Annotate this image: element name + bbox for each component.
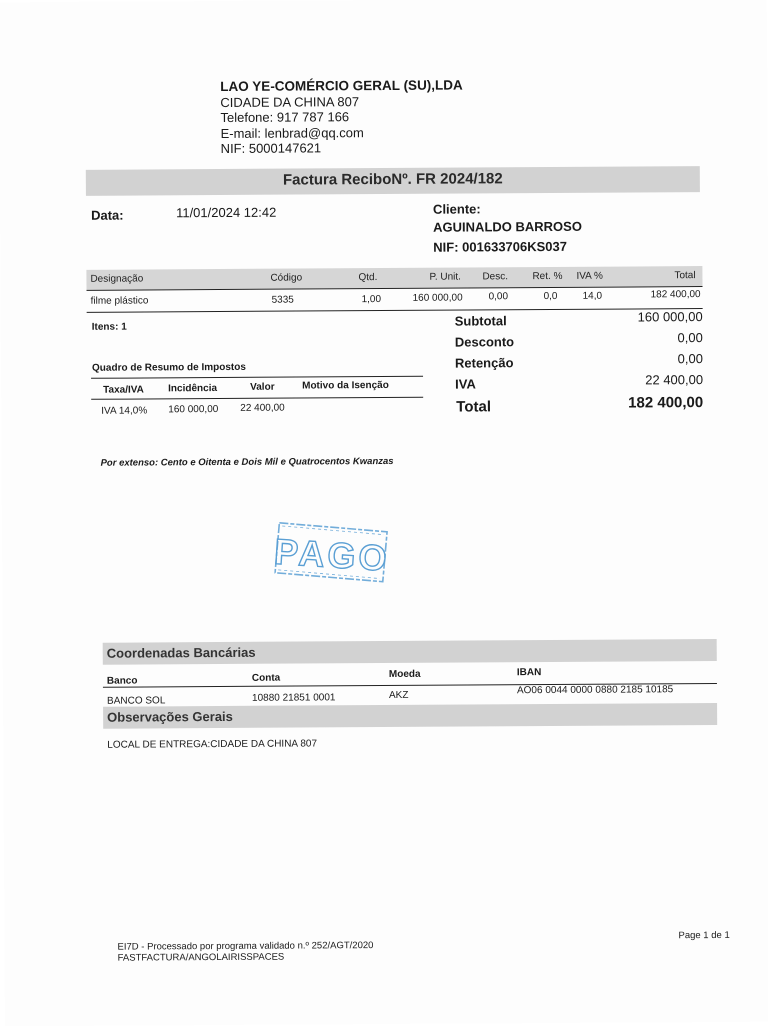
bank-col-iban: IBAN	[516, 667, 542, 679]
tax-col-valor: Valor	[250, 381, 275, 393]
retencao-label: Retenção	[454, 355, 514, 371]
bank-section-bar	[103, 639, 717, 665]
tax-col-motivo: Motivo da Isenção	[302, 379, 389, 392]
client-label: Cliente:	[432, 201, 481, 217]
company-phone: Telefone: 917 787 166	[220, 109, 350, 125]
cell-iva: 14,0	[582, 290, 603, 302]
company-name: LAO YE-COMÉRCIO GERAL (SU),LDA	[220, 77, 463, 94]
cell-p-unit: 160 000,00	[412, 292, 463, 304]
retencao-value: 0,00	[677, 351, 703, 367]
tax-rule	[91, 376, 423, 379]
company-header	[220, 78, 463, 157]
cell-total: 182 400,00	[650, 289, 701, 301]
col-desc: Desc.	[482, 271, 509, 283]
invoice-title: Factura ReciboNº. FR 2024/182	[282, 170, 503, 189]
company-email: E-mail: lenbrad@qq.com	[220, 124, 364, 141]
footer-line-2: FASTFACTURA/ANGOLAIRISSPACES	[117, 951, 285, 964]
client-name: AGUINALDO BARROSO	[433, 218, 582, 235]
company-nif: NIF: 5000147621	[220, 140, 322, 156]
footer-line-1: EI7D - Processado por programa validado n.º 252/AGT/2020	[117, 940, 374, 953]
desconto-value: 0,00	[677, 330, 703, 346]
bank-col-conta: Conta	[251, 672, 281, 684]
paid-stamp	[274, 519, 390, 584]
observations-section-bar	[103, 703, 717, 729]
bank-row-banco: BANCO SOL	[106, 695, 166, 707]
bank-col-banco: Banco	[106, 675, 138, 687]
subtotal-value: 160 000,00	[637, 309, 703, 325]
date-value: 11/01/2024 12:42	[175, 204, 277, 221]
col-designacao: Designação	[90, 273, 144, 285]
paid-stamp-text: PAGO	[273, 530, 391, 579]
iva-label: IVA	[455, 376, 476, 392]
tax-col-taxa: Taxa/IVA	[103, 384, 144, 396]
observations-title: Observações Gerais	[107, 708, 233, 725]
company-address: CIDADE DA CHINA 807	[220, 93, 360, 110]
items-count: Itens: 1	[91, 321, 127, 333]
paid-stamp-graphic	[274, 519, 390, 584]
bank-row-iban: AO06 0044 0000 0880 2185 10185	[516, 684, 674, 697]
col-iva: IVA %	[576, 270, 603, 282]
footer-processing	[117, 940, 373, 964]
bank-row-moeda: AKZ	[388, 689, 409, 701]
tax-summary-title: Quadro de Resumo de Impostos	[91, 361, 246, 374]
bank-row-conta: 10880 21851 0001	[251, 692, 336, 704]
subtotal-label: Subtotal	[454, 313, 507, 329]
tax-row-valor: 22 400,00	[240, 402, 285, 414]
cell-designacao: filme plástico	[90, 295, 149, 307]
desconto-label: Desconto	[454, 334, 515, 350]
cell-desc: 0,00	[488, 291, 509, 303]
amount-in-words: Por extenso: Cento e Oitenta e Dois Mil e Quatrocentos Kwanzas	[100, 455, 394, 469]
cell-qtd: 1,00	[361, 294, 382, 306]
col-codigo: Código	[270, 272, 303, 284]
col-ret: Ret. %	[532, 270, 563, 283]
col-total: Total	[674, 270, 696, 282]
col-p-unit: P. Unit.	[429, 271, 461, 283]
tax-row-taxa: IVA 14,0%	[101, 405, 148, 417]
table-row	[87, 289, 703, 309]
tax-rule	[91, 397, 423, 400]
total-value: 182 400,00	[628, 394, 704, 412]
client-nif: NIF: 001633706KS037	[433, 238, 568, 255]
iva-value: 22 400,00	[645, 372, 704, 388]
total-label: Total	[456, 398, 492, 416]
tax-row-incidencia: 160 000,00	[168, 404, 219, 416]
page-number: Page 1 de 1	[678, 929, 730, 942]
observations-text: LOCAL DE ENTREGA:CIDADE DA CHINA 807	[107, 738, 318, 751]
invoice-title-bar	[86, 166, 700, 196]
bank-section-title: Coordenadas Bancárias	[106, 644, 256, 661]
tax-col-incidencia: Incidência	[168, 383, 218, 395]
col-qtd: Qtd.	[358, 272, 378, 284]
bank-col-moeda: Moeda	[388, 668, 421, 680]
cell-codigo: 5335	[271, 294, 294, 306]
cell-ret: 0,0	[543, 290, 558, 303]
date-label: Data:	[91, 207, 124, 223]
